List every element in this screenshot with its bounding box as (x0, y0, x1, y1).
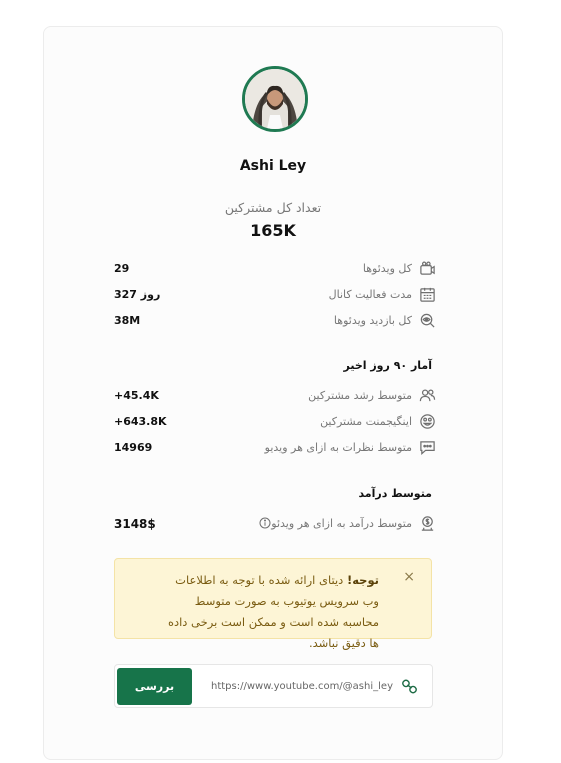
income-label: متوسط درآمد به ازای هر ویدئو (271, 517, 412, 530)
video-icon (419, 260, 436, 277)
stat-row-activity (114, 285, 436, 305)
eye-search-icon (419, 312, 436, 329)
info-icon[interactable] (259, 517, 271, 529)
stat-value: 327 روز (114, 288, 161, 301)
stat-row-income (114, 514, 436, 534)
check-button[interactable]: بررسی (117, 668, 192, 705)
users-icon (419, 387, 436, 404)
stat-row-growth (114, 386, 436, 406)
stat-value: +643.8K (114, 415, 167, 428)
subscribers-label: تعداد کل مشترکین (224, 200, 322, 215)
stat-row-views (114, 311, 436, 331)
channel-url-input[interactable] (211, 677, 395, 695)
link-icon (401, 678, 418, 695)
recent-section-title: آمار ۹۰ روز اخیر (343, 359, 432, 372)
stat-label: متوسط نظرات به ازای هر ویدیو (264, 441, 412, 454)
stat-label: مدت فعالیت کانال (328, 288, 412, 301)
income-section-title: متوسط درآمد (358, 487, 432, 500)
comment-icon (419, 439, 436, 456)
stat-label: متوسط رشد مشترکین (308, 389, 412, 402)
stat-value: 38M (114, 314, 141, 327)
close-icon[interactable]: × (403, 569, 415, 585)
stat-row-comments (114, 438, 436, 458)
stat-value: 14969 (114, 441, 153, 454)
stat-row-engagement (114, 412, 436, 432)
income-value: 3148$ (114, 517, 156, 531)
emoji-icon (419, 413, 436, 430)
channel-name: Ashi Ley (239, 158, 307, 174)
notice-text (157, 570, 379, 654)
stat-value: +45.4K (114, 389, 159, 402)
notice-title: توجه! (346, 573, 379, 587)
subscribers-count: 165K (250, 221, 296, 240)
notice-body: دیتای ارائه شده با توجه به اطلاعات وب سرویس یوتیوب به صورت متوسط محاسبه شده است و ممکن است برخی داده ها دقیق نباشد. (167, 573, 379, 650)
income-label-group (255, 517, 412, 530)
notice-box (114, 558, 432, 650)
channel-link-box (114, 664, 433, 708)
stat-row-videos (114, 259, 436, 279)
stat-label: کل ویدئوها (362, 262, 412, 275)
stat-label: کل بازدید ویدئوها (333, 314, 412, 327)
stat-value: 29 (114, 262, 130, 275)
avatar (242, 66, 308, 132)
channel-card (43, 26, 503, 760)
avatar-photo (245, 69, 305, 129)
calendar-icon (419, 286, 436, 303)
money-icon (419, 515, 436, 532)
stat-label: اینگیجمنت مشترکین (320, 415, 412, 428)
